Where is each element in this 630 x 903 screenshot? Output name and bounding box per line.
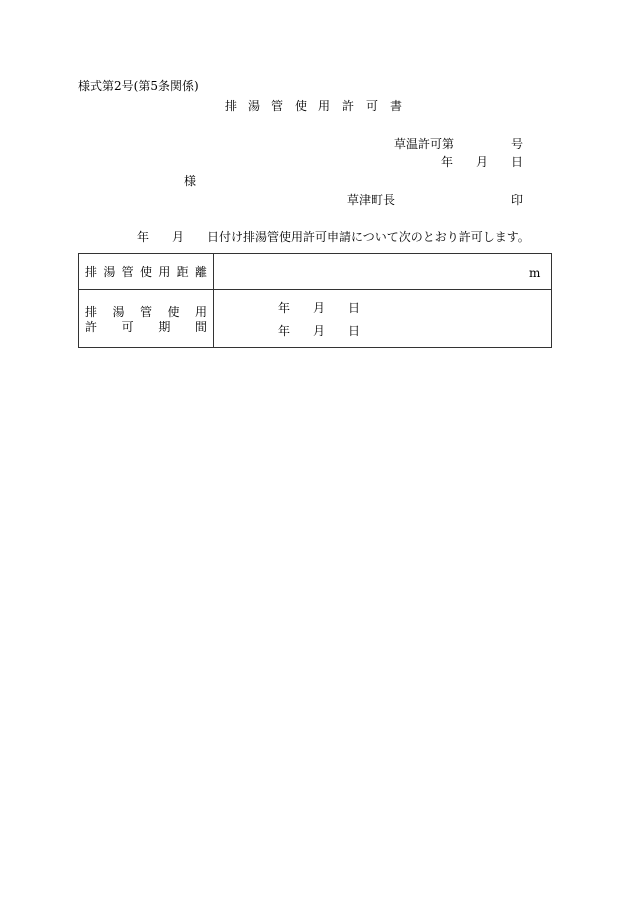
table-row-divider xyxy=(79,289,551,290)
distance-label-char: 用 xyxy=(158,265,171,279)
distance-label-char: 離 xyxy=(194,265,207,279)
permit-number-suffix: 号 xyxy=(511,137,524,151)
statement-month: 月 xyxy=(172,230,185,244)
period-label-char: 許 xyxy=(85,320,98,334)
permit-table xyxy=(78,253,552,348)
title-char: 書 xyxy=(390,99,403,113)
title-char: 排 xyxy=(225,99,238,113)
period-label-char: 可 xyxy=(121,320,134,334)
title-char: 管 xyxy=(271,99,284,113)
distance-label-char: 管 xyxy=(121,265,134,279)
period-label-line2 xyxy=(85,320,207,334)
distance-label xyxy=(85,265,207,279)
distance-value-unit: m xyxy=(529,266,541,280)
period-label-char: 管 xyxy=(139,305,152,319)
form-number: 様式第2号(第5条関係) xyxy=(78,79,199,93)
title-char: 可 xyxy=(366,99,379,113)
distance-label-char: 使 xyxy=(139,265,152,279)
issue-date-year: 年 xyxy=(441,155,454,169)
period-label-char: 排 xyxy=(85,305,98,319)
distance-label-char: 排 xyxy=(85,265,98,279)
issuer-seal: 印 xyxy=(511,193,524,207)
period-label-char: 間 xyxy=(194,320,207,334)
period-to-year: 年 xyxy=(278,324,291,338)
title-char: 用 xyxy=(318,99,331,113)
distance-label-char: 湯 xyxy=(103,265,116,279)
table-column-divider xyxy=(213,254,214,347)
period-to-month: 月 xyxy=(313,324,326,338)
statement-year: 年 xyxy=(137,230,150,244)
period-from-year: 年 xyxy=(278,301,291,315)
period-label-line1 xyxy=(85,305,207,319)
period-label-char: 使 xyxy=(167,305,180,319)
distance-label-char: 距 xyxy=(176,265,189,279)
title-char: 許 xyxy=(342,99,355,113)
addressee-suffix: 様 xyxy=(184,174,197,188)
statement-text: 日付け排湯管使用許可申請について次のとおり許可します。 xyxy=(207,230,530,244)
period-to-day: 日 xyxy=(348,324,361,338)
title-char: 使 xyxy=(295,99,308,113)
issue-date-month: 月 xyxy=(476,155,489,169)
title-char: 湯 xyxy=(248,99,261,113)
issuer-title: 草津町長 xyxy=(347,193,396,207)
issue-date-day: 日 xyxy=(511,155,524,169)
period-from-day: 日 xyxy=(348,301,361,315)
period-label-char: 湯 xyxy=(112,305,125,319)
period-label-char: 期 xyxy=(158,320,171,334)
period-from-month: 月 xyxy=(313,301,326,315)
permit-number-prefix: 草温許可第 xyxy=(394,137,455,151)
period-label-char: 用 xyxy=(194,305,207,319)
